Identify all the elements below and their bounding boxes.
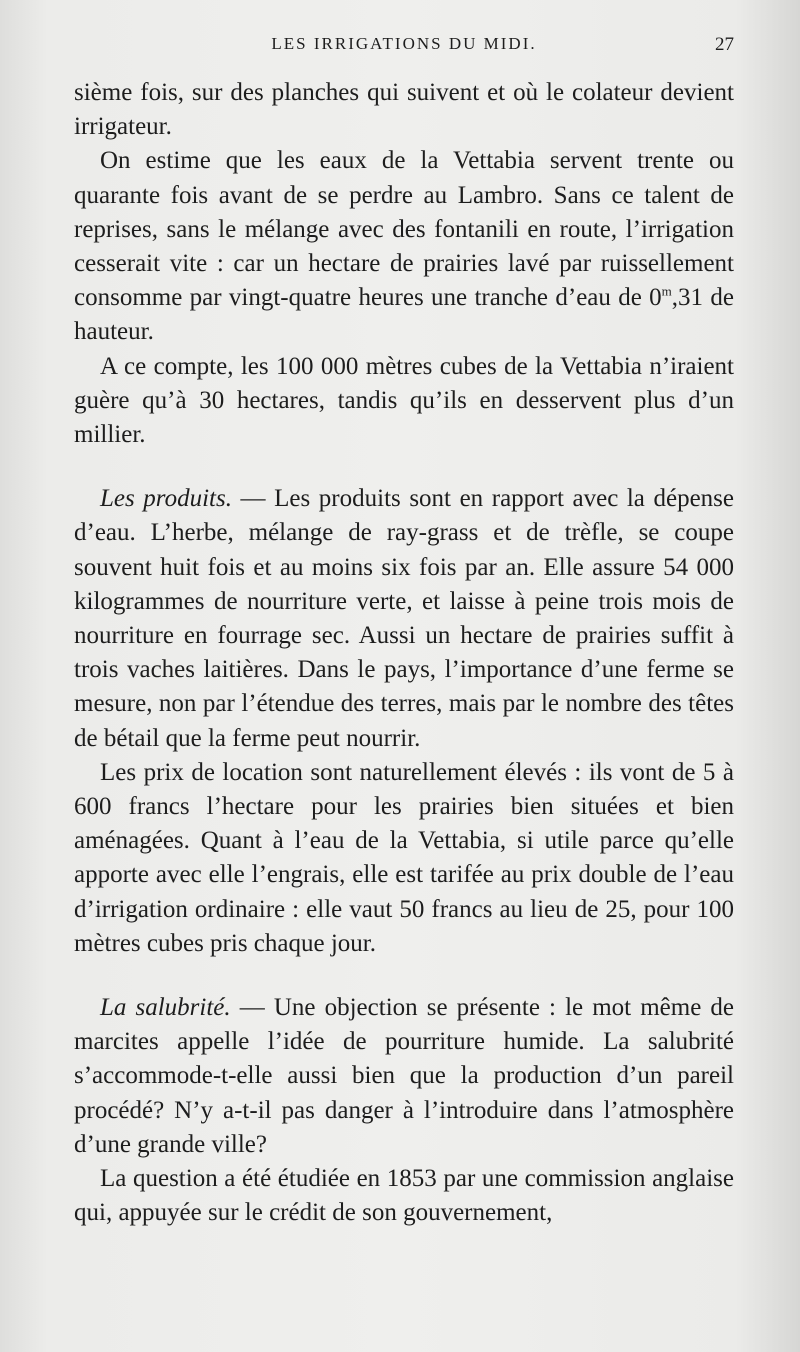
- unit-superscript: m: [661, 283, 672, 299]
- paragraph-commission: La question a été étudiée en 1853 par une commission anglaise qui, appuyée sur le crédit de son gouvernement,: [74, 1165, 734, 1227]
- section-title: Les produits.: [100, 485, 232, 513]
- paragraph-prices: Les prix de location sont naturellement élevés : ils vont de 5 à 600 francs l’hectare pour les prairies bien situées et bien aménagées. Quant à l’eau de la Vettabia, si utile parce qu’elle apporte avec elle l’engrais, elle est tarifée au prix double de l’eau d’irrigation ordinaire : elle vaut 50 francs au lieu de 25, pour 100 mètres cubes pris chaque jour.: [74, 758, 734, 957]
- running-title: LES IRRIGATIONS DU MIDI.: [271, 34, 537, 53]
- paragraph-text: ,31 de hauteur.: [74, 284, 734, 346]
- paragraph-text: On estime que les eaux de la Vettabia servent trente ou quarante fois avant de se perdre au Lambro. Sans ce talent de reprises, sans le mélange avec des fontanili en route, l’irrigation cesserait vite : car un hectare de prairies lavé par ruissellement consomme par vingt-quatre heures une tranche d’eau de 0: [74, 147, 734, 312]
- paragraph-volume: A ce compte, les 100 000 mètres cubes de la Vettabia n’iraient guère qu’à 30 hectares, tandis qu’ils en desservent plus d’un millier.: [74, 352, 734, 449]
- section-text: — Les produits sont en rapport avec la dépense d’eau. L’herbe, mélange de ray-grass et de trèfle, se coupe souvent huit fois et au moins six fois par an. Elle assure 54 000 kilogrammes de nourriture verte, et laisse à peine trois mois de nourriture en fourrage sec. Aussi un hectare de prairies suffit à trois vaches laitières. Dans le pays, l’importance d’une ferme se mesure, non par l’étendue des terres, mais par le nombre des têtes de bétail que la ferme peut nourrir.: [74, 485, 734, 752]
- section-gap: [74, 452, 734, 482]
- paragraph-vettabia-reuse: [74, 144, 734, 349]
- page-number: 27: [715, 34, 734, 55]
- section-produits: [74, 482, 734, 756]
- section-text: — Une objection se présente : le mot même de marcites appelle l’idée de pourriture humide. La salubrité s’accommode-t-elle aussi bien que la production d’un pareil procédé? N’y a-t-il pas danger à l’introduire dans l’atmosphère d’une grande ville?: [74, 994, 735, 1158]
- page-header: [74, 34, 734, 64]
- paragraph-continuation: sième fois, sur des planches qui suivent et où le colateur devient irrigateur.: [74, 79, 734, 141]
- body-text: [74, 76, 734, 1231]
- section-salubrite: [74, 991, 734, 1162]
- section-gap: [74, 961, 734, 991]
- section-title: La salubrité.: [100, 994, 231, 1022]
